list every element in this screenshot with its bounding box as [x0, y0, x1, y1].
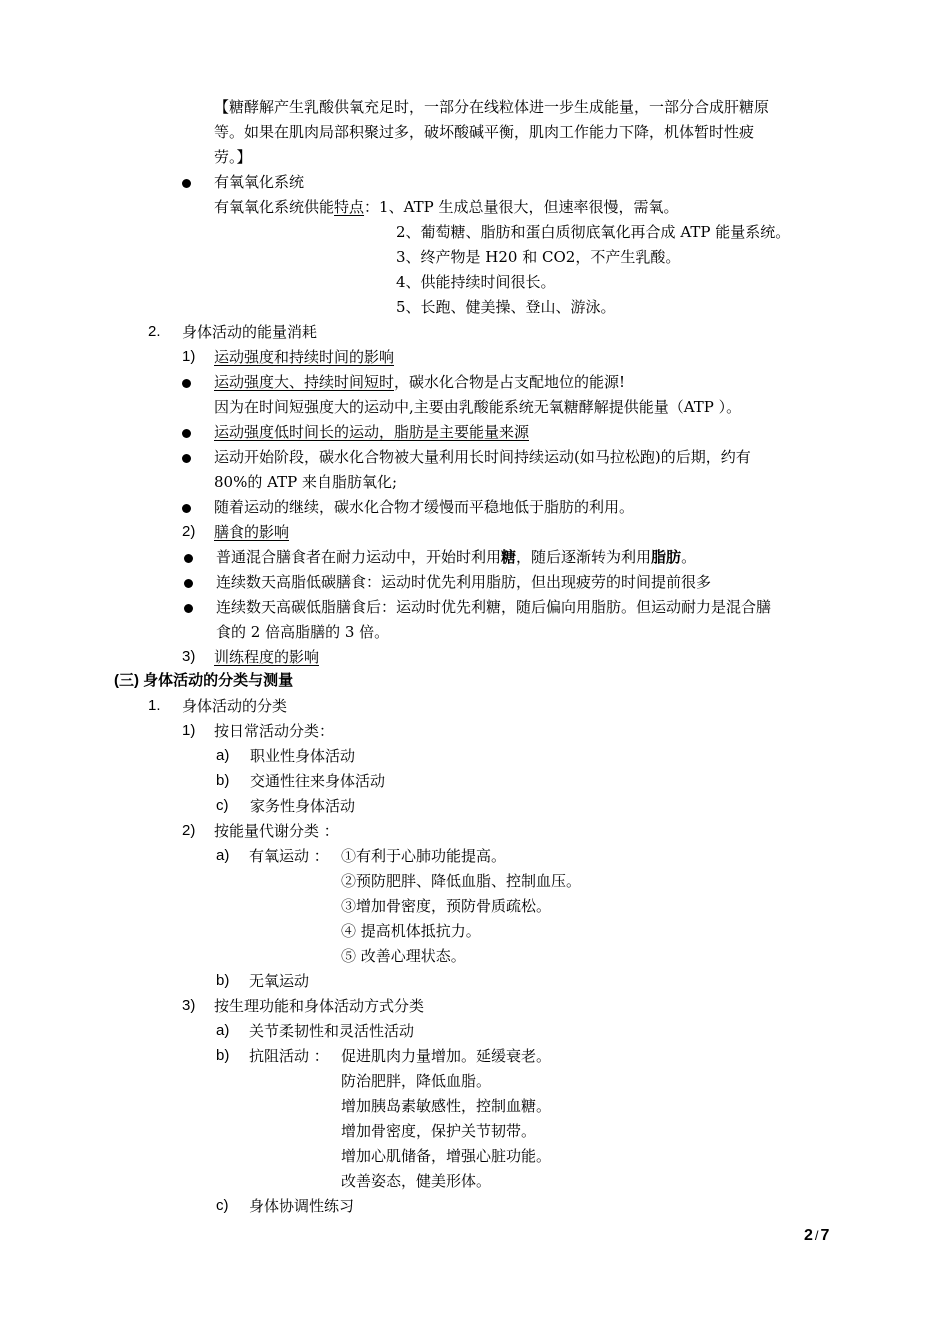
page-total: 7 — [820, 1227, 830, 1244]
list-number: 3) — [182, 648, 196, 665]
aerobic-item: ：1、ATP 生成总量很大，但速率很慢，需氧。 — [364, 198, 679, 216]
subsection-title: 按日常活动分类： — [214, 722, 335, 740]
benefit-item: 增加骨密度，保护关节韧带。 — [341, 1122, 537, 1140]
bullet-icon — [182, 429, 191, 438]
list-number: 2. — [148, 323, 161, 340]
list-item: 家务性身体活动 — [250, 797, 356, 815]
aerobic-item: 2、葡萄糖、脂肪和蛋白质彻底氧化再合成 ATP 能量系统。 — [396, 223, 791, 241]
paragraph-line: 等。如果在肌肉局部积聚过多，破坏酸碱平衡，肌肉工作能力下降，机体暂时性疲 — [214, 123, 755, 141]
aerobic-title: 有氧氧化系统 — [214, 173, 305, 191]
subsection-title: 按生理功能和身体活动方式分类 — [214, 997, 425, 1015]
emphasis-text: 糖 — [501, 548, 517, 566]
section-title: 身体活动的分类 — [182, 697, 288, 715]
bullet-line — [216, 547, 696, 567]
list-letter: a) — [216, 747, 230, 764]
bullet-line: 因为在时间短强度大的运动中,主要由乳酸能系统无氧糖酵解提供能量（ATP ）。 — [214, 398, 742, 416]
list-letter: b) — [216, 772, 230, 789]
page-current: 2 — [804, 1227, 813, 1244]
subsection-title: 运动强度和持续时间的影响 — [214, 348, 395, 366]
section-title: 身体活动的能量消耗 — [182, 323, 318, 341]
emphasis-text: 运动强度大、持续时间短时 — [214, 373, 395, 391]
bullet-text: 普通混合膳食者在耐力运动中，开始时利用 — [216, 548, 502, 566]
benefit-item: 促进肌肉力量增加。延缓衰老。 — [341, 1047, 552, 1065]
subsection-title: 膳食的影响 — [214, 523, 290, 541]
list-number: 2) — [182, 822, 196, 839]
list-number: 2) — [182, 523, 196, 540]
bullet-line: 食的 2 倍高脂膳的 3 倍。 — [216, 623, 390, 641]
list-item-label: 抗阻活动 ： — [249, 1047, 329, 1065]
list-item: 关节柔韧性和灵活性活动 — [249, 1022, 415, 1040]
bullet-icon — [182, 379, 191, 388]
benefit-item: 改善姿态，健美形体。 — [341, 1172, 492, 1190]
aerobic-item: 4、供能持续时间很长。 — [396, 273, 556, 291]
bullet-line: 运动强度低时间长的运动，脂肪是主要能量来源 — [214, 423, 530, 441]
benefit-item: 防治肥胖，降低血脂。 — [341, 1072, 492, 1090]
benefit-item: ⑤ 改善心理状态。 — [341, 947, 466, 965]
bullet-text: ，碳水化合物是占支配地位的能源! — [394, 373, 626, 391]
bullet-text: 。 — [681, 548, 697, 566]
list-letter: b) — [216, 1047, 230, 1064]
aerobic-prefix: 有氧氧化系统供能 — [214, 198, 335, 216]
list-letter: b) — [216, 972, 230, 989]
bullet-line — [214, 372, 625, 392]
list-letter: a) — [216, 1022, 230, 1039]
bullet-icon — [182, 179, 191, 188]
list-item: 交通性往来身体活动 — [250, 772, 386, 790]
aerobic-item: 3、终产物是 H20 和 CO2，不产生乳酸。 — [396, 248, 681, 266]
paragraph-line: 【糖酵解产生乳酸供氧充足时，一部分在线粒体进一步生成能量，一部分合成肝糖原 — [214, 98, 770, 116]
bullet-icon — [184, 604, 193, 613]
bullet-text: ，随后逐渐转为利用 — [516, 548, 652, 566]
subsection-title: 按能量代谢分类 ： — [214, 822, 339, 840]
bullet-icon — [182, 454, 191, 463]
aerobic-feature-line — [214, 197, 678, 217]
benefit-item: 增加胰岛素敏感性，控制血糖。 — [341, 1097, 552, 1115]
list-letter: c) — [216, 797, 229, 814]
benefit-item: ③增加骨密度，预防骨质疏松。 — [341, 897, 552, 915]
benefit-item: ④ 提高机体抵抗力。 — [341, 922, 481, 940]
bullet-icon — [184, 554, 193, 563]
bullet-icon — [182, 504, 191, 513]
bullet-line: 连续数天高脂低碳膳食：运动时优先利用脂肪，但出现疲劳的时间提前很多 — [216, 573, 712, 591]
list-number: 1) — [182, 722, 196, 739]
benefit-item: ①有利于心肺功能提高。 — [341, 847, 507, 865]
bullet-line: 80%的 ATP 来自脂肪氧化; — [214, 473, 398, 491]
list-number: 1. — [148, 697, 161, 714]
bullet-line: 连续数天高碳低脂膳食后：运动时优先利糖，随后偏向用脂肪。但运动耐力是混合膳 — [216, 598, 772, 616]
list-number: 3) — [182, 997, 196, 1014]
bullet-line: 运动开始阶段，碳水化合物被大量利用长时间持续运动(如马拉松跑)的后期，约有 — [214, 448, 751, 466]
aerobic-feature: 特点 — [334, 198, 365, 216]
list-item: 职业性身体活动 — [250, 747, 356, 765]
page-separator: / — [814, 1228, 819, 1243]
list-item: 无氧运动 — [249, 972, 310, 990]
list-item: 身体协调性练习 — [249, 1197, 355, 1215]
page-number — [804, 1226, 829, 1246]
bullet-line: 随着运动的继续，碳水化合物才缓慢而平稳地低于脂肪的利用。 — [214, 498, 635, 516]
benefit-item: 增加心肌储备，增强心脏功能。 — [341, 1147, 552, 1165]
bullet-icon — [184, 579, 193, 588]
list-letter: a) — [216, 847, 230, 864]
list-item-label: 有氧运动 ： — [249, 847, 329, 865]
list-number: 1) — [182, 348, 196, 365]
benefit-item: ②预防肥胖、降低血脂、控制血压。 — [341, 872, 582, 890]
aerobic-item: 5、长跑、健美操、登山、游泳。 — [396, 298, 616, 316]
emphasis-text: 脂肪 — [651, 548, 682, 566]
list-letter: c) — [216, 1197, 229, 1214]
paragraph-line: 劳。】 — [214, 148, 252, 166]
subsection-title: 训练程度的影响 — [214, 648, 320, 666]
section-heading: (三) 身体活动的分类与测量 — [114, 672, 294, 689]
